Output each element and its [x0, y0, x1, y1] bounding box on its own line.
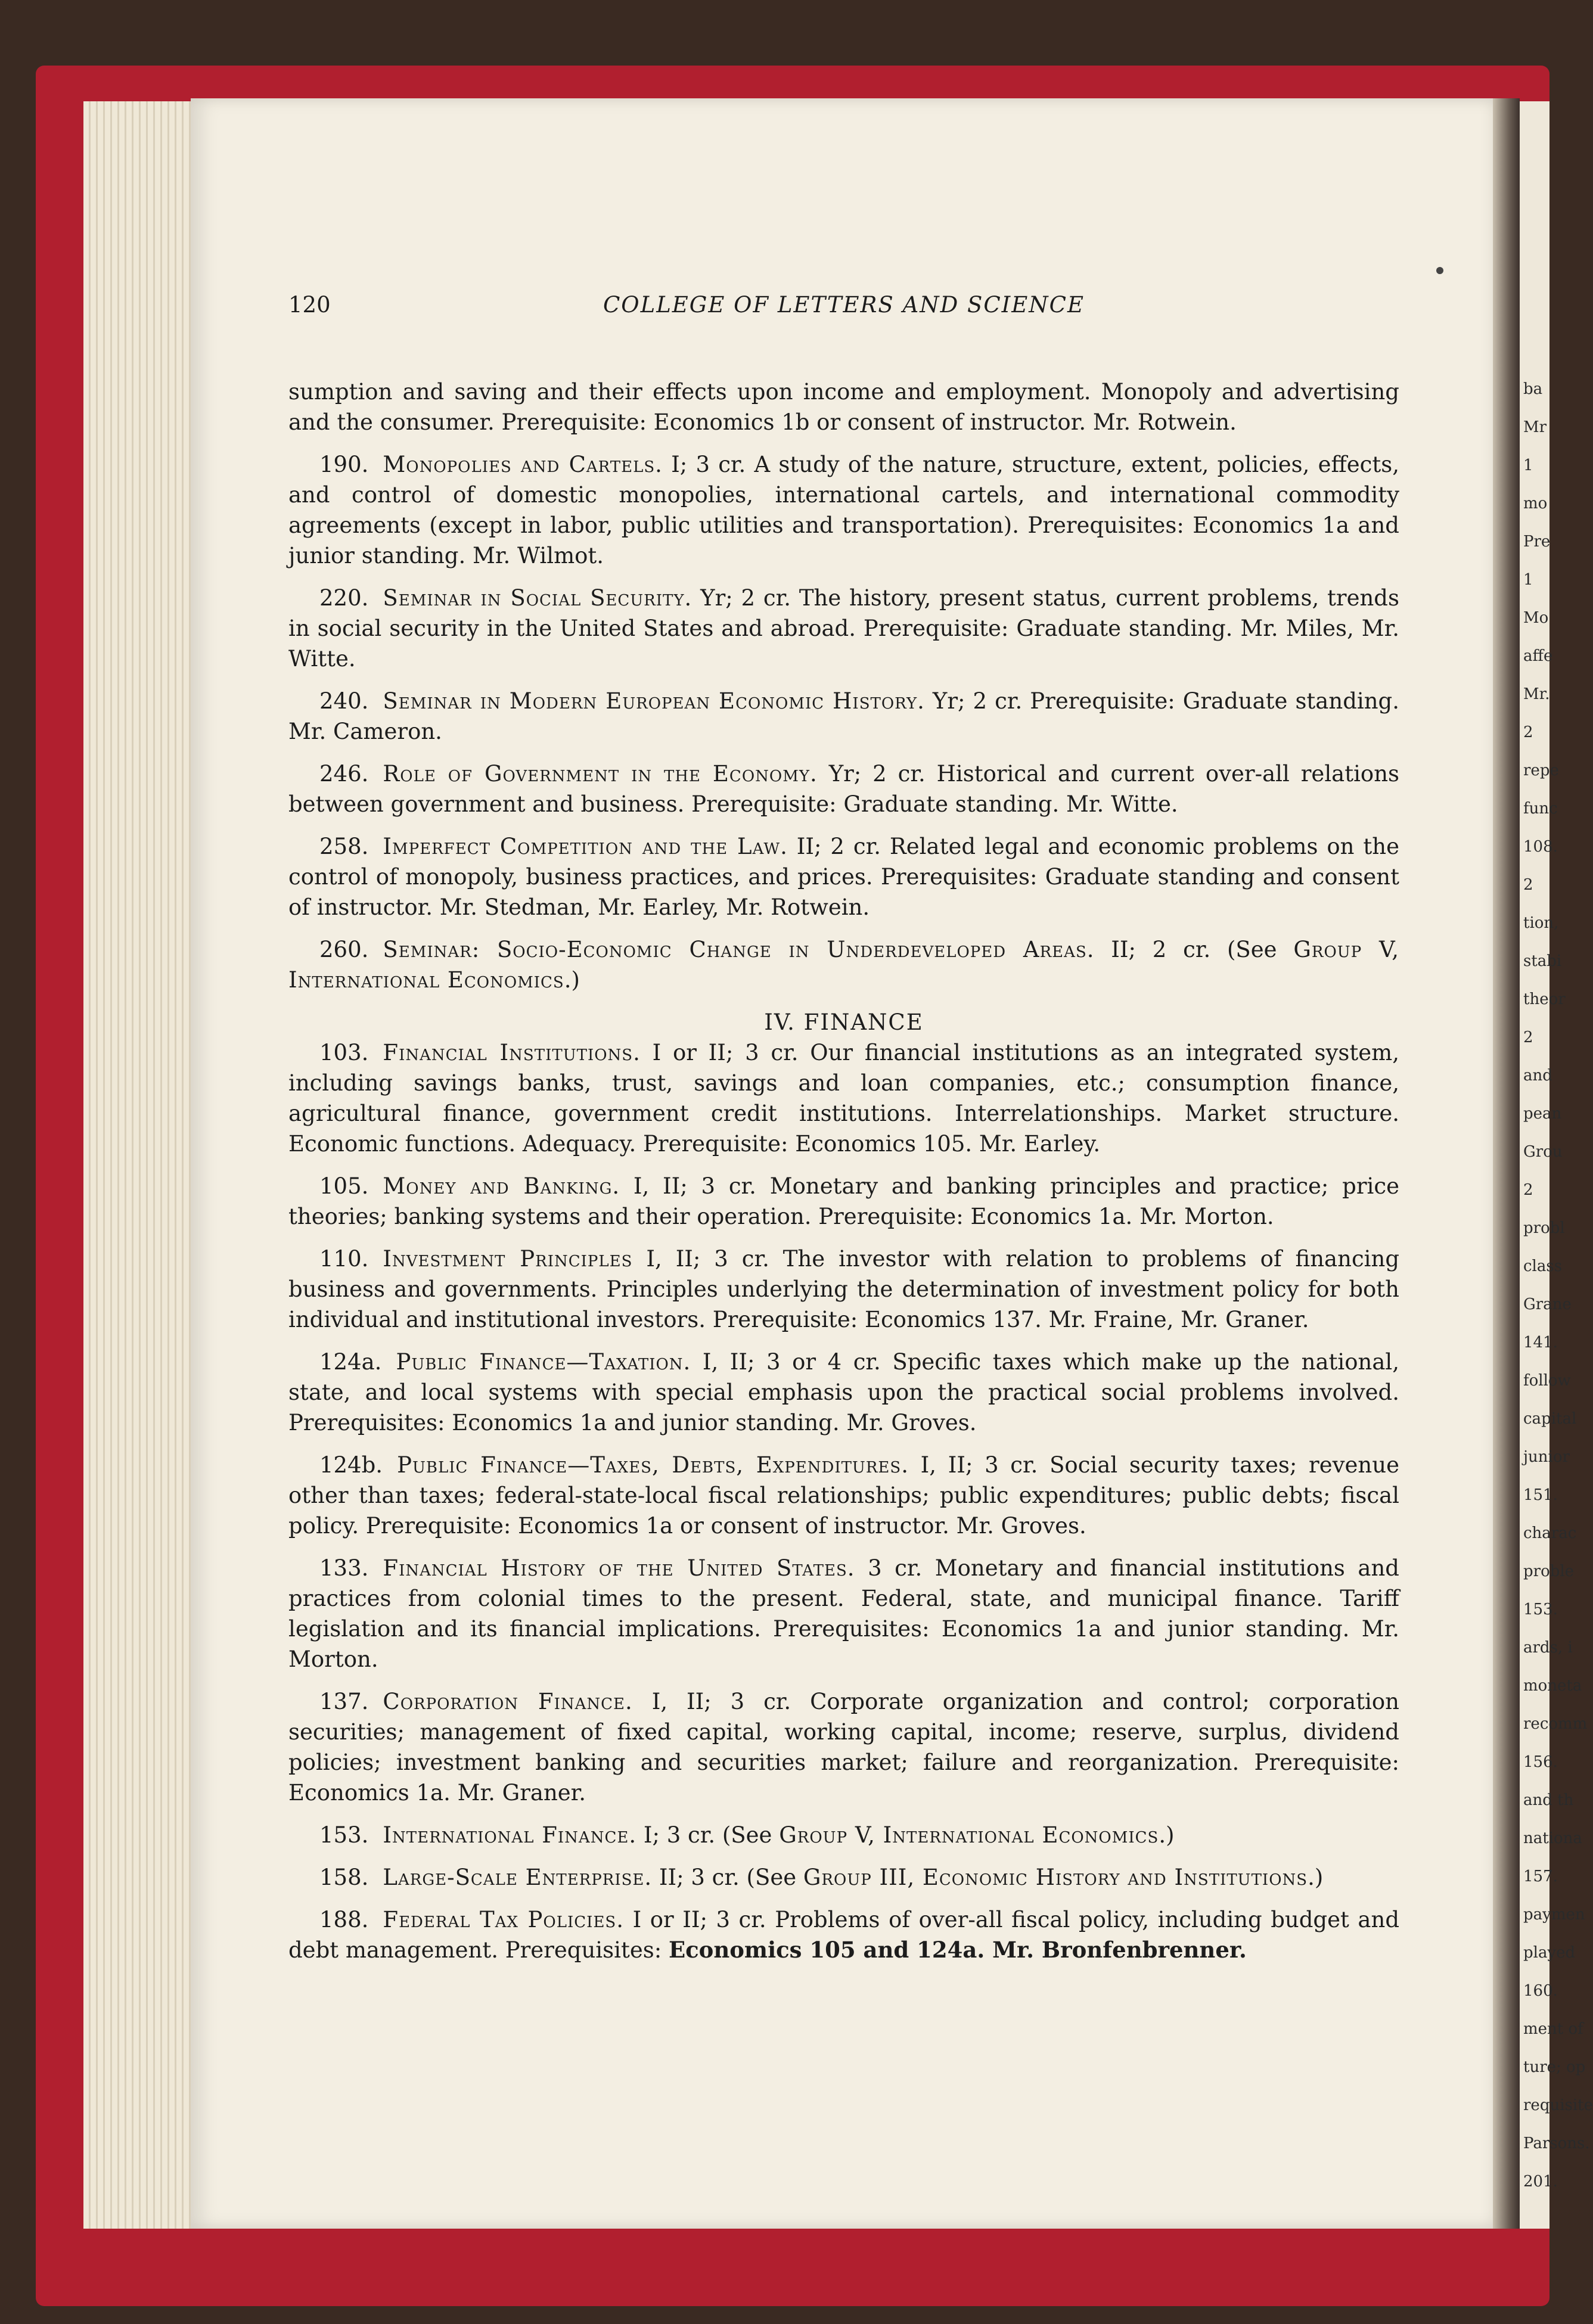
course-title: Money and Banking. — [383, 1173, 620, 1199]
ink-spot — [1436, 267, 1443, 274]
next-page-fragment: class — [1523, 1257, 1563, 1275]
course-entry — [288, 1450, 1399, 1541]
course-title: Investment Principles — [383, 1246, 633, 1272]
course-entry — [288, 831, 1399, 922]
next-page-fragment: 2 — [1523, 1181, 1533, 1199]
course-text-close: .) — [1159, 1822, 1175, 1848]
course-text: II; 3 cr. (See — [659, 1865, 797, 1890]
next-page-fragment: stabi — [1523, 952, 1562, 970]
next-page-fragment: 156. — [1523, 1753, 1558, 1771]
course-number: 260. — [319, 937, 369, 962]
next-page-fragment: 108. — [1523, 838, 1558, 856]
next-page-fragment: Mr — [1523, 418, 1547, 436]
course-number: 133. — [319, 1555, 369, 1581]
next-page-edge — [1520, 101, 1593, 2229]
course-text: I, II; 3 cr. The investor with relation to problems of financing business and governments. Principles underlying the determination of investment policy for both individual and institutional investors. Prerequisite: Economics 137. Mr. Fraine, Mr. Graner. — [288, 1246, 1400, 1332]
next-page-fragment: recomm — [1523, 1715, 1588, 1733]
next-page-fragment: paymen — [1523, 1906, 1585, 1924]
next-page-fragment: proble — [1523, 1562, 1575, 1580]
next-page-fragment: 2 — [1523, 723, 1533, 741]
course-entry-188 — [288, 1904, 1399, 1965]
next-page-fragment: ards, i — [1523, 1639, 1573, 1657]
next-page-fragment: 2 — [1523, 876, 1533, 894]
course-title: Seminar in Social Security. — [383, 585, 693, 611]
course-list-economics — [288, 449, 1399, 922]
next-page-fragment: nationa — [1523, 1829, 1582, 1847]
course-number: 240. — [319, 688, 369, 714]
course-title: Financial Institutions. — [383, 1040, 641, 1065]
course-text: II; 2 cr. (See — [1111, 937, 1277, 962]
course-number: 103. — [319, 1040, 369, 1065]
next-page-fragment: func — [1523, 800, 1558, 818]
course-title: Public Finance—Taxes, Debts, Expenditures. — [397, 1452, 909, 1478]
course-entry — [288, 1686, 1399, 1808]
course-number: 124a. — [319, 1349, 382, 1375]
course-entry — [288, 1171, 1399, 1232]
next-page-fragment: 157. — [1523, 1868, 1558, 1885]
course-entry — [288, 1244, 1399, 1335]
continued-paragraph: sumption and saving and their effects upon income and employment. Monopoly and advertising and the consumer. Prerequisite: Economics 1b or consent of instructor. Mr. Rotwein. — [288, 379, 1399, 435]
section-heading: IV. FINANCE — [764, 1009, 924, 1035]
next-page-fragment: theor — [1523, 990, 1566, 1008]
course-entry — [288, 686, 1399, 747]
next-page-fragment: 151. — [1523, 1486, 1558, 1504]
course-text: Yr; 2 cr. The history, present status, current problems, trends in social security in the United States and abroad. Prerequisite: Graduate standing. Mr. Miles, Mr. Witte. — [288, 585, 1399, 672]
course-text: I, II; 3 or 4 cr. Specific taxes which make up the national, state, and local systems with special emphasis upon the practical social problems involved. Prerequisites: Economics 1a and junior standing. Mr. Groves. — [288, 1349, 1400, 1436]
course-number: 258. — [319, 834, 369, 859]
course-title: Seminar: Socio-Economic Change in Underdeveloped Areas. — [383, 937, 1095, 962]
course-text: I or II; 3 cr. Our financial institutions as an integrated system, including savings banks, trust, savings and loan companies, etc.; consumption finance, agricultural finance, government credit institutions. Interrelationships. Market structure. Economic functions. Adequacy. Prerequisite: Economics 105. Mr. Earley. — [288, 1040, 1399, 1157]
next-page-fragment: requisite — [1523, 2096, 1593, 2114]
running-head — [288, 290, 1399, 325]
course-number: 246. — [319, 761, 369, 787]
next-page-fragment: ment of — [1523, 2020, 1583, 2038]
course-number: 188. — [319, 1907, 369, 1932]
next-page-fragment: affe — [1523, 647, 1553, 665]
course-title: Seminar in Modern European Economic History. — [383, 688, 925, 714]
course-entry — [288, 759, 1399, 819]
book-gutter — [1493, 98, 1520, 2229]
course-title: Public Finance—Taxation. — [396, 1349, 691, 1375]
course-text: Yr; 2 cr. Historical and current over-all relations between government and business. Prerequisite: Graduate standing. Mr. Witte. — [288, 761, 1400, 817]
next-page-fragment: tion, — [1523, 914, 1559, 932]
course-title: International Finance. — [383, 1822, 637, 1848]
course-entry — [288, 1347, 1399, 1438]
next-page-fragment: 1 — [1523, 456, 1533, 474]
course-entry — [288, 583, 1399, 674]
next-page-fragment: mo — [1523, 495, 1548, 512]
next-page-fragment: 141. — [1523, 1334, 1558, 1351]
course-entry — [288, 449, 1399, 571]
next-page-fragment: 1 — [1523, 571, 1533, 589]
course-list-finance — [288, 1037, 1399, 1808]
course-text-close: .) — [1308, 1865, 1324, 1890]
next-page-fragment: follow — [1523, 1372, 1571, 1390]
next-page-fragment: moneta — [1523, 1677, 1582, 1695]
course-number: 220. — [319, 585, 369, 611]
course-entry — [288, 1037, 1399, 1159]
course-text: II; 2 cr. Related legal and economic problems on the control of monopoly, business practices, and prices. Prerequisites: Graduate standing and consent of instructor. Mr. Stedman, Mr. Earley, Mr. Rotwein. — [288, 834, 1399, 920]
course-text-bold: Economics 105 and 124a. Mr. Bronfenbrenner. — [668, 1937, 1247, 1963]
next-page-fragment: and — [1523, 1067, 1552, 1085]
cross-reference: Group V, International Economics — [288, 937, 1399, 993]
course-text: I, II; 3 cr. Corporate organization and control; corporation securities; management of fixed capital, working capital, income; reserve, surplus, dividend policies; investment banking and securities market; failure and reorganization. Prerequisite: Economics 1a. Mr. Graner. — [288, 1689, 1399, 1806]
next-page-fragment: and th — [1523, 1791, 1574, 1809]
next-page-fragment: Grane — [1523, 1295, 1572, 1313]
next-page-fragment: 160. — [1523, 1982, 1558, 2000]
cross-reference: Group V, International Economics — [779, 1822, 1159, 1848]
next-page-fragment: Mr. — [1523, 685, 1550, 703]
course-number: 158. — [319, 1865, 369, 1890]
course-text: I, II; 3 cr. Monetary and banking principles and practice; price theories; banking systems and their operation. Prerequisite: Economics 1a. Mr. Morton. — [288, 1173, 1399, 1229]
next-page-fragment: probl — [1523, 1219, 1565, 1237]
page-content — [288, 290, 1399, 1977]
course-text-close: .) — [564, 967, 580, 993]
cross-reference: Group III, Economic History and Institutions — [803, 1865, 1308, 1890]
course-title: Monopolies and Cartels. — [383, 452, 663, 477]
next-page-fragment: junior — [1523, 1448, 1570, 1466]
course-entry — [288, 1553, 1399, 1674]
next-page-fragment: Mo — [1523, 609, 1549, 627]
course-title: Corporation Finance. — [383, 1689, 633, 1714]
course-number: 124b. — [319, 1452, 383, 1478]
course-title: Large-Scale Enterprise. — [383, 1865, 653, 1890]
course-number: 110. — [319, 1246, 369, 1272]
next-page-fragment: ba — [1523, 380, 1543, 398]
next-page-fragment: Grou — [1523, 1143, 1563, 1161]
course-text: I, II; 3 cr. Social security taxes; revenue other than taxes; federal-state-local fiscal relationships; public expenditures; public debts; fiscal policy. Prerequisite: Economics 1a or consent of instructor. Mr. Groves. — [288, 1452, 1399, 1539]
next-page-fragment: Parsons. — [1523, 2135, 1590, 2152]
next-page-fragment: ture; op — [1523, 2058, 1586, 2076]
running-head-title: COLLEGE OF LETTERS AND SCIENCE — [603, 292, 1085, 318]
course-text: Yr; 2 cr. Prerequisite: Graduate standing. Mr. Cameron. — [288, 688, 1399, 744]
page-number: 120 — [288, 292, 331, 318]
course-entry-260 — [288, 934, 1399, 995]
next-page-fragment: 201. — [1523, 2173, 1558, 2191]
next-page-fragment: repe — [1523, 762, 1559, 779]
next-page-fragment: capital — [1523, 1410, 1577, 1428]
course-entry-153 — [288, 1820, 1399, 1850]
next-page-fragment: 2 — [1523, 1029, 1533, 1046]
course-number: 105. — [319, 1173, 369, 1199]
course-text: I or II; 3 cr. Problems of over-all fiscal policy, including budget and debt management. Prerequisites: — [288, 1907, 1399, 1963]
page-edges — [83, 101, 197, 2229]
course-title: Imperfect Competition and the Law. — [383, 834, 788, 859]
course-number: 137. — [319, 1689, 369, 1714]
course-number: 190. — [319, 452, 369, 477]
course-text: I; 3 cr. A study of the nature, structure, extent, policies, effects, and control of domestic monopolies, international cartels, and international commodity agreements (except in labor, public utilities and transportation). Prerequisites: Economics 1a and junior standing. Mr. Wilmot. — [288, 452, 1400, 568]
next-page-fragment: 153. — [1523, 1601, 1558, 1618]
next-page-fragment: played — [1523, 1944, 1576, 1962]
course-title: Role of Government in the Economy. — [383, 761, 818, 787]
course-title: Financial History of the United States. — [383, 1555, 855, 1581]
course-entry-158 — [288, 1862, 1399, 1893]
course-title: Federal Tax Policies. — [383, 1907, 625, 1932]
next-page-fragment: charac — [1523, 1524, 1577, 1542]
course-text: 3 cr. Monetary and financial institutions and practices from colonial times to the present. Federal, state, and municipal finance. Tariff legislation and its financial implications. Prerequisites: Economics 1a and junior standing. Mr. Morton. — [288, 1555, 1399, 1672]
course-text: I; 3 cr. (See — [643, 1822, 772, 1848]
course-number: 153. — [319, 1822, 369, 1848]
next-page-fragment: pean — [1523, 1105, 1562, 1123]
next-page-fragment: Pre — [1523, 533, 1551, 551]
